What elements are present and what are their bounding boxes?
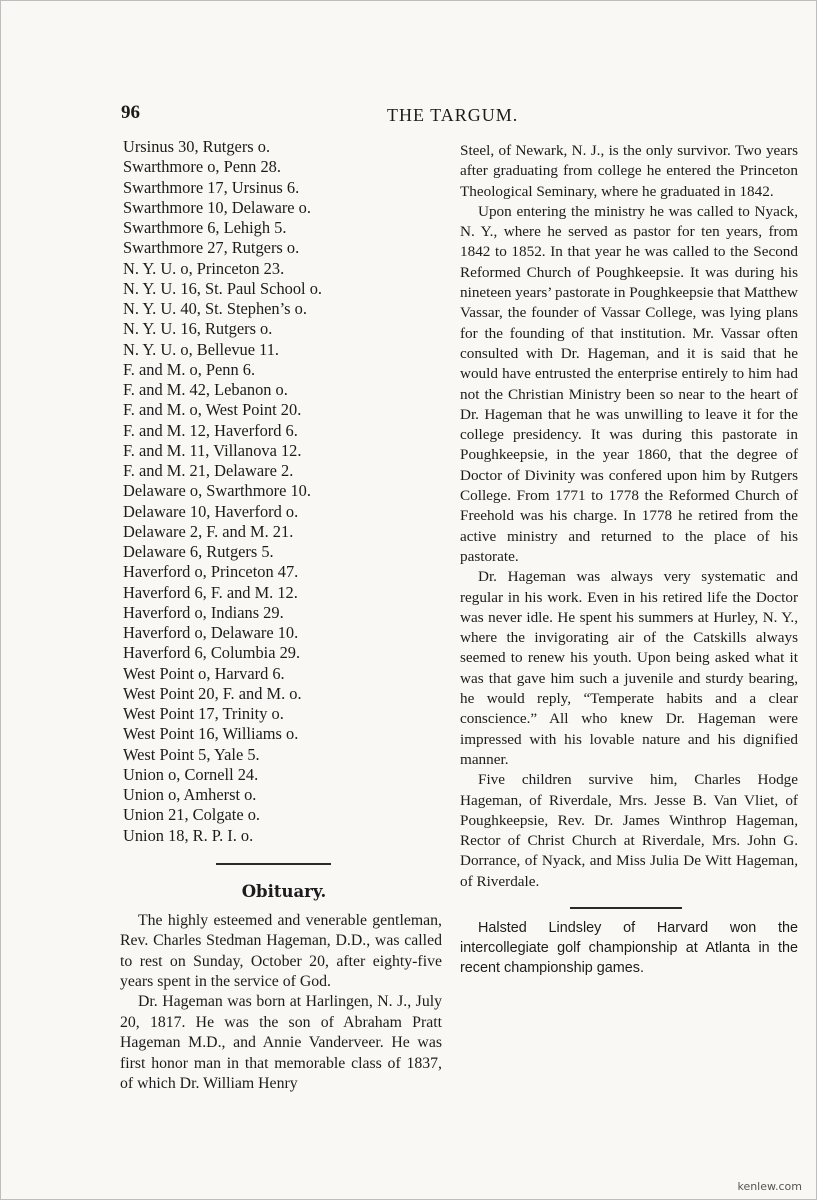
score-line: Swarthmore 10, Delaware o.	[123, 197, 311, 217]
section-heading: Obituary.	[241, 881, 327, 901]
score-line: Haverford o, Delaware 10.	[123, 623, 299, 642]
score-list	[123, 137, 442, 846]
score-line: West Point 5, Yale 5.	[123, 744, 260, 764]
score-line: Delaware 6, Rutgers 5.	[123, 542, 274, 561]
score-line: Delaware 10, Haverford o.	[123, 501, 299, 521]
score-line: F. and M. 11, Villanova 12.	[123, 440, 302, 460]
left-column	[120, 137, 442, 1094]
score-line: Haverford 6, F. and M. 12.	[123, 582, 298, 602]
score-line: Ursinus 30, Rutgers o.	[123, 137, 271, 156]
score-line: N. Y. U. o, Princeton 23.	[123, 258, 285, 278]
score-line: Delaware o, Swarthmore 10.	[123, 481, 311, 501]
score-line: Union o, Cornell 24.	[123, 764, 259, 784]
news-brief: Halsted Lindsley of Harvard won the intercollegiate golf championship at Atlanta in the recent championship games.	[460, 919, 798, 976]
score-line: N. Y. U. 16, St. Paul School o.	[123, 278, 322, 298]
obituary-paragraph: Upon entering the ministry he was called to Nyack, N. Y., where he served as pastor for ten years, from 1842 to 1852. In that year he was called to the Second Reformed Church of Poughkeepsie. It was during his nineteen years’ pastorate in Poughkeepsie that Matthew Vassar, the founder of Vassar College, was lying plans for the founding of that institution. Mr. Vassar often consulted with Dr. Hageman, and it is said that he would have entrusted the enterprise entirely to him had not the Christian Ministry been so near to the heart of Dr. Hageman that he was unwilling to leave it for the college presidency. It was during this pastorate in Poughkeepsie, in the year 1860, that the degree of Doctor of Divinity was confered upon him by Rutgers College. From 1771 to 1778 the Reformed Church of Freehold was his charge. In 1778 he retired from the active ministry and returned to the place of his pastorate.	[460, 202, 798, 565]
score-line: West Point 20, F. and M. o.	[123, 683, 302, 703]
right-column	[460, 141, 798, 978]
score-line: West Point 16, Williams o.	[123, 724, 299, 744]
score-line: Union 18, R. P. I. o.	[123, 825, 254, 845]
score-line: Haverford o, Princeton 47.	[123, 562, 299, 582]
score-line: Union 21, Colgate o.	[123, 805, 261, 825]
section-divider	[570, 907, 682, 909]
score-line: F. and M. o, Penn 6.	[123, 359, 256, 379]
score-line: Swarthmore 27, Rutgers o.	[123, 238, 300, 258]
score-line: Swarthmore o, Penn 28.	[123, 157, 281, 177]
score-line: Delaware 2, F. and M. 21.	[123, 521, 294, 541]
score-line: Haverford 6, Columbia 29.	[123, 643, 301, 663]
score-line: F. and M. o, West Point 20.	[123, 400, 302, 420]
obituary-paragraph: Dr. Hageman was always very systematic and regular in his work. Even in his retired life the Doctor was never idle. He spent his summers at Hurley, N. Y., where the invigorating air of the Catskills always seemed to renew his youth. Upon being asked what it was that gave him such a juvenile and sturdy bearing, he would reply, “Temperate habits and a clear conscience.” All who knew Dr. Hageman were impressed with his lovable nature and his dignified manner.	[460, 568, 798, 768]
running-head: THE TARGUM.	[387, 105, 519, 125]
section-divider	[216, 863, 331, 865]
score-line: West Point 17, Trinity o.	[123, 704, 284, 723]
score-line: Swarthmore 17, Ursinus 6.	[123, 177, 300, 197]
score-line: Swarthmore 6, Lehigh 5.	[123, 218, 287, 237]
score-line: F. and M. 21, Delaware 2.	[123, 461, 294, 480]
score-line: Union o, Amherst o.	[123, 785, 257, 804]
page-number: 96	[121, 102, 140, 123]
score-line: F. and M. 42, Lebanon o.	[123, 380, 288, 399]
score-line: N. Y. U. 40, St. Stephen’s o.	[123, 299, 307, 318]
score-line: F. and M. 12, Haverford 6.	[123, 420, 298, 440]
obituary-paragraph: Dr. Hageman was born at Harlingen, N. J., July 20, 1817. He was the son of Abraham Pratt Hageman M.D., and Annie Vanderveer. He was first honor man in that memorable class of 1837, of which Dr. William Henry	[120, 993, 442, 1092]
score-line: N. Y. U. o, Bellevue 11.	[123, 339, 279, 359]
obituary-paragraph: The highly esteemed and venerable gentleman, Rev. Charles Stedman Hageman, D.D., was called to rest on Sunday, October 20, after eighty-five years spent in the service of God.	[120, 911, 442, 990]
obituary-paragraph: Steel, of Newark, N. J., is the only survivor. Two years after graduating from college he entered the Princeton Theological Seminary, where he graduated in 1842.	[460, 142, 798, 200]
score-line: Haverford o, Indians 29.	[123, 602, 284, 622]
score-line: West Point o, Harvard 6.	[123, 663, 285, 683]
obituary-paragraph: Five children survive him, Charles Hodge Hageman, of Riverdale, Mrs. Jesse B. Van Vliet, of Poughkeepsie, Rev. Dr. James Winthrop Hageman, Rector of Christ Church at Riverdale, Mrs. John G. Dorrance, of Nyack, and Miss Julia De Witt Hageman, of Riverdale.	[460, 771, 798, 890]
watermark: kenlew.com	[737, 1180, 802, 1193]
score-line: N. Y. U. 16, Rutgers o.	[123, 319, 273, 339]
